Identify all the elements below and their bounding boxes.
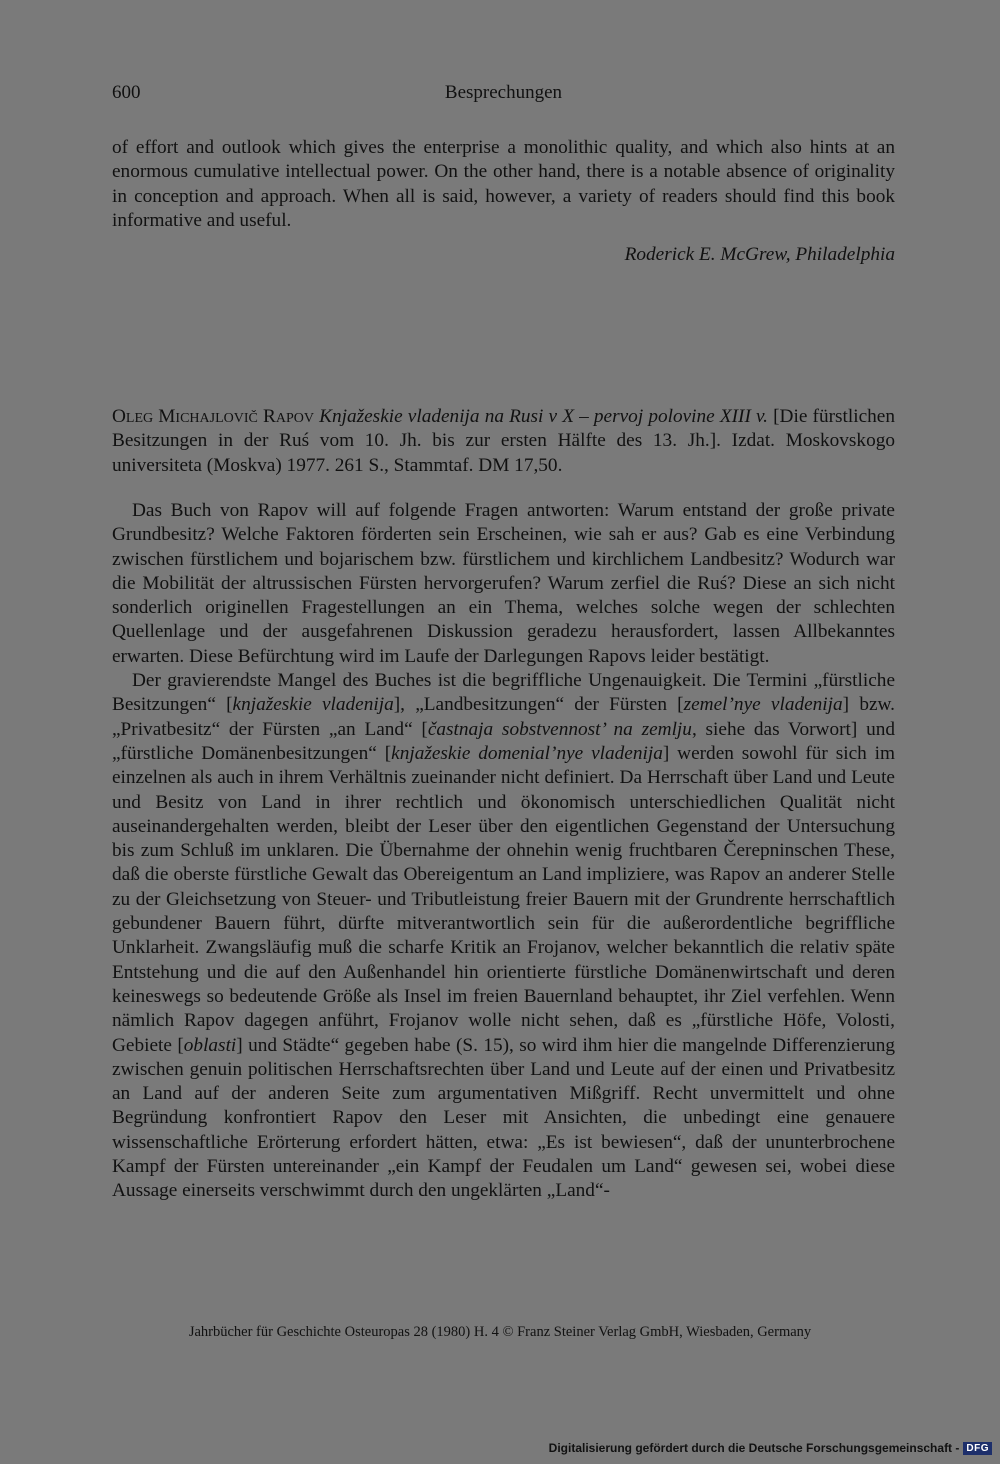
text-run: ], „Landbesitzungen“ der Fürsten [ [393,694,684,716]
reviewer-signature: Roderick E. McGrew, Philadelphia [624,244,895,265]
russian-term: častnaja sobstvennost’ na zemlju [427,718,692,740]
review-paragraph-2 [112,669,895,1204]
digitization-credit [549,1440,992,1456]
previous-review-ending [112,136,895,233]
dfg-logo: DFG [963,1442,992,1455]
text-run: Der gravierendste Mangel des Buches ist die begriffliche Ungenauigkeit. Die Termini „fürstliche Besitzungen“ [ [112,670,895,716]
review-body [112,499,895,1204]
russian-term: knjažeskie vladenija [232,694,394,716]
running-head [112,82,895,108]
text-run: ] und Städte“ gegeben habe (S. 15), so wird ihm hier die mangelnde Differenzierung zwischen genuin politischen Herrschaftsrechten über Land und Leute auf der einen und Privatbesitz an Land auf der anderen Seite zum argumentativen Mißgriff. Recht unvermittelt und ohne Begründung konfrontiert Rapov den Leser mit Ansichten, die unbedingt eine genauere wissenschaftliche Erörterung erfordert hätten, etwa: „Es ist bewiesen“, daß der ununterbrochene Kampf der Fürsten untereinander „ein Kampf der Feudalen um Land“ gewesen sei, wobei diese Aussage einerseits verschwimmt durch den ungeklärten „Land“- [112,1034,895,1202]
book-title: Knjažeskie vladenija na Rusi v X – pervoj polovine XIII v. [319,406,768,427]
text-run: ] bzw. „Privatbesitz“ der Fürsten „an Land“ [ [112,694,896,740]
digitization-text: Digitalisierung gefördert durch die Deutsche Forschungsgemeinschaft - [548,1441,960,1455]
text-run: , siehe das Vorwort] und „fürstliche Domänenbesitzungen“ [ [112,718,895,764]
russian-term: oblasti [183,1034,237,1056]
page-number: 600 [112,82,141,103]
book-details: [Die fürstlichen Besitzungen in der Ruś vom 10. Jh. bis zur ersten Hälfte des 13. Jh.]. Izdat. Moskovskogo universiteta (Moskva) 1977. 261 S., Stammtaf. DM 17,50. [112,406,895,476]
previous-review-paragraph: of effort and outlook which gives the enterprise a monolithic quality, and which also hints at an enormous cumulative intellectual power. On the other hand, there is a notable absence of originality in conception and approach. When all is said, however, a variety of readers should find this book informative and useful. [112,137,895,231]
journal-footer: Jahrbücher für Geschichte Osteuropas 28 (1980) H. 4 © Franz Steiner Verlag GmbH, Wiesbaden, Germany [188,1324,812,1340]
bibliographic-entry [112,405,895,478]
text-run: ] werden sowohl für sich im einzelnen als auch in ihrem Verhältnis zueinander nicht definiert. Da Herrschaft über Land und Leute und Besitz von Land in ihrer rechtlich und ökonomisch unterschiedlichen Qualität nicht auseinandergehalten werden, bleibt der Leser über den eigentlichen Gegenstand der Untersuchung bis zum Schluß im unklaren. Die Übernahme der ohnehin wenig fruchtbaren Čerepninschen These, daß die oberste fürstliche Gewalt das Obereigentum an Land impliziere, was Rapov an anderer Stelle zu der Gleichsetzung von Steuer- und Tributleistung freier Bauern mit der Grundrente herrschaftlich gebundener Bauern führt, dürfte mitverantwortlich sein für die außerordentliche begriffliche Unklarheit. Zwangsläufig muß die scharfe Kritik an Frojanov, welcher bekanntlich die relativ späte Entstehung und die auf den Außenhandel hin orientierte fürstliche Domänenwirtschaft und deren keineswegs so bedeutende Größe als Insel im freien Bauernland behauptet, ihr Ziel verfehlen. Wenn nämlich Rapov dagegen anführt, Frojanov wolle nicht sehen, daß es „fürstliche Höfe, Volosti, Gebiete [ [112,742,896,1056]
russian-term: knjažeskie domenial’nye vladenija [391,742,663,764]
section-title: Besprechungen [444,82,563,103]
review-paragraph-1: Das Buch von Rapov will auf folgende Fragen antworten: Warum entstand der große private Grundbesitz? Welche Faktoren förderten sein Erscheinen, wie sah er aus? Gab es eine Verbindung zwischen fürstlichem und bojarischem bzw. fürstlichem und kirchlichem Landbesitz? Wodurch war die Mobilität der altrussischen Fürsten hervorgerufen? Warum zerfiel die Ruś? Diese an sich nicht sonderlich originellen Fragestellungen an ein Thema, welches solche wegen der schlechten Quellenlage und der ausgefahrenen Diskussion geradezu herausfordert, lassen Allbekanntes erwarten. Diese Befürchtung wird im Laufe der Darlegungen Rapovs leider bestätigt. [112,500,895,667]
russian-term: zemel’nye vladenija [683,694,843,716]
book-author: Oleg Michajlovič Rapov [112,406,314,427]
